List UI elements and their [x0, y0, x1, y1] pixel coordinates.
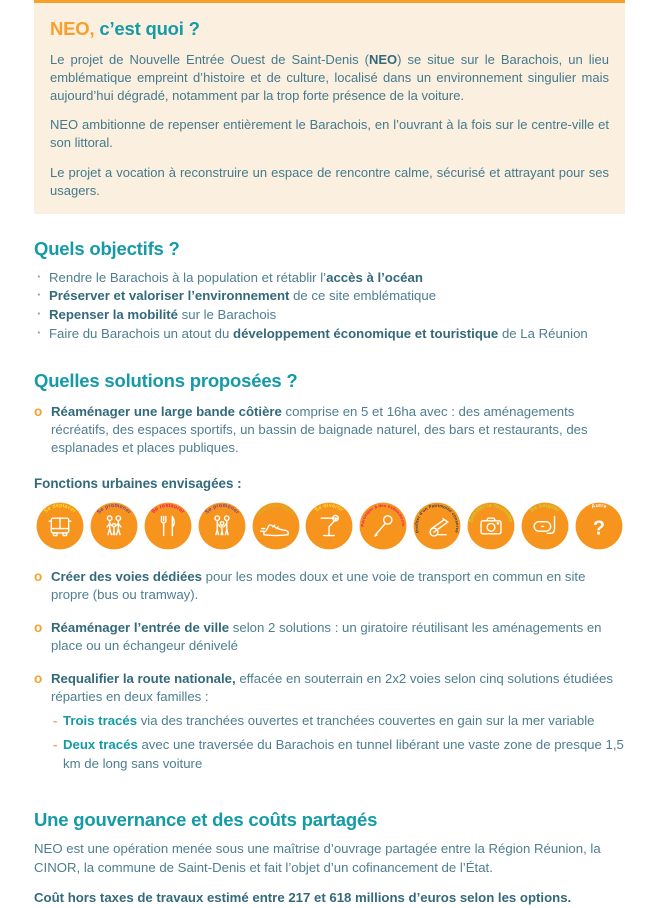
function-booster-tourisme [465, 500, 517, 552]
bullet-dot-icon: · [37, 287, 42, 303]
solution-item-1: o Réaménager une large bande côtière comprise en 5 et 16ha avec : des aménagements récréatifs, des espaces sportifs, un bassin de baignade naturel, des bars et restaurants, des esplanades et places publiques. [34, 403, 588, 456]
objective-item-2: · Préserver et valoriser l’environnement de ce site emblématique [37, 287, 437, 304]
function-se-promener [88, 500, 140, 552]
svg-text:Se déplacer: Se déplacer [43, 502, 77, 515]
function-se-baigner [519, 500, 571, 552]
objective-item-4: · Faire du Barachois un atout du développement économique et touristique de La Réunion [37, 324, 588, 341]
intro-paragraph-1 [50, 51, 609, 104]
title-question: c’est quoi ? [94, 18, 200, 39]
function-autre [573, 500, 625, 552]
governance-section [34, 809, 625, 907]
objective-item-1: · Rendre le Barachois à la population et rétablir l’accès à l’océan [37, 268, 423, 285]
bullet-dash-icon: - [53, 712, 58, 728]
function-patrimoine-conserve [411, 500, 463, 552]
sub-solution-item-2: - Deux tracés avec une traversée du Barachois en tunnel libérant une vaste zone de presque 1,5 km de long sans voiture [53, 737, 624, 771]
svg-text:Booster le tourisme: Booster le tourisme [468, 502, 514, 524]
governance-heading: Une gouvernance et des coûts partagés [34, 809, 378, 831]
svg-text:Profiter d’un Patrimoine conse: Profiter d’un Patrimoine conservé [414, 502, 461, 534]
objective-item-3: · Repenser la mobilité sur le Barachois [37, 306, 277, 323]
svg-text:Autre: Autre [590, 502, 608, 511]
bullet-dot-icon: · [37, 324, 42, 340]
function-se-promener-2 [196, 500, 248, 552]
bullet-dash-icon: - [53, 737, 58, 753]
intro-paragraph-2: NEO ambitionne de repenser entièrement le Barachois, en l’ouvrant à la fois sur le centre-ville et son littoral. [50, 117, 609, 151]
svg-text:Se promener: Se promener [203, 502, 240, 516]
page-title [50, 18, 609, 40]
solution-item-2: o Créer des voies dédiées pour les modes doux et une voie de transport en commun en site propre (bus ou tramway). [34, 568, 586, 603]
function-se-deplacer [34, 500, 86, 552]
question-mark-icon: ? [592, 517, 605, 540]
function-faire-du-sport [250, 500, 302, 552]
intro-p1-pre: Le projet de Nouvelle Entrée Ouest de Saint-Denis ( [50, 52, 369, 67]
intro-p1-bold: NEO [369, 52, 398, 67]
sub-solution-item-1: - Trois tracés via des tranchées ouvertes et tranchées couvertes en gain sur la mer variable [53, 712, 625, 730]
intro-p1-post: ) se situe sur le Barachois, un lieu emblématique empreint d’histoire et de culture, localisé dans un environnement singulier mais aujourd’hui dégradé, notamment par la trop forte présence de la voiture. [50, 52, 609, 103]
bullet-ring-icon: o [34, 568, 43, 584]
title-neo: NEO, [50, 18, 95, 39]
cost-statement: Coût hors taxes de travaux estimé entre 217 et 618 millions d’euros selon les options. [34, 890, 572, 906]
functions-label: Fonctions urbaines envisagées : [34, 475, 242, 491]
svg-text:Faire du sport: Faire du sport [256, 502, 295, 517]
bullet-ring-icon: o [34, 403, 43, 419]
intro-box [34, 0, 625, 214]
objectives-list [34, 269, 625, 344]
bullet-dot-icon: · [37, 268, 42, 284]
svg-text:Se restaurer: Se restaurer [150, 502, 186, 516]
solution-item-4: o Requalifier la route nationale, effacée en souterrain en 2x2 voies selon cinq solutions étudiées réparties en deux familles : - Trois tracés via des tranchées ouvertes et tranchées couvertes en gain sur la mer variable - Deux tracés avec une traversée du Barachois en tunnel libérant une vaste zone de presque 1,5 km de long sans voiture [34, 670, 625, 773]
bullet-dot-icon: · [37, 306, 42, 322]
objectives-heading: Quels objectifs ? [34, 237, 180, 259]
svg-text:Se promener: Se promener [96, 502, 132, 516]
svg-text:Participer à des événements: Participer à des événements [360, 502, 407, 527]
solutions-heading: Quelles solutions proposées ? [34, 369, 298, 391]
function-se-divertir [303, 500, 355, 552]
intro-paragraph-3: Le projet a vocation à reconstruire un espace de rencontre calme, sécurisé et attrayant pour ses usagers. [50, 164, 609, 198]
function-se-restaurer [142, 500, 194, 552]
svg-text:Se divertir: Se divertir [314, 502, 345, 514]
function-participer-evenements [357, 500, 409, 552]
svg-text:Se baigner: Se baigner [529, 502, 561, 514]
governance-paragraph: NEO est une opération menée sous une maîtrise d’ouvrage partagée entre la Région Réunion, la CINOR, la commune de Saint-Denis et fait l’objet d’un cofinancement de l’État. [34, 841, 601, 875]
bullet-ring-icon: o [34, 619, 43, 635]
urban-functions-row [34, 500, 625, 552]
solution-item-3: o Réaménager l’entrée de ville selon 2 solutions : un giratoire réutilisant les aménagements en place ou un échangeur dénivelé [34, 619, 602, 654]
bullet-ring-icon: o [34, 670, 43, 686]
